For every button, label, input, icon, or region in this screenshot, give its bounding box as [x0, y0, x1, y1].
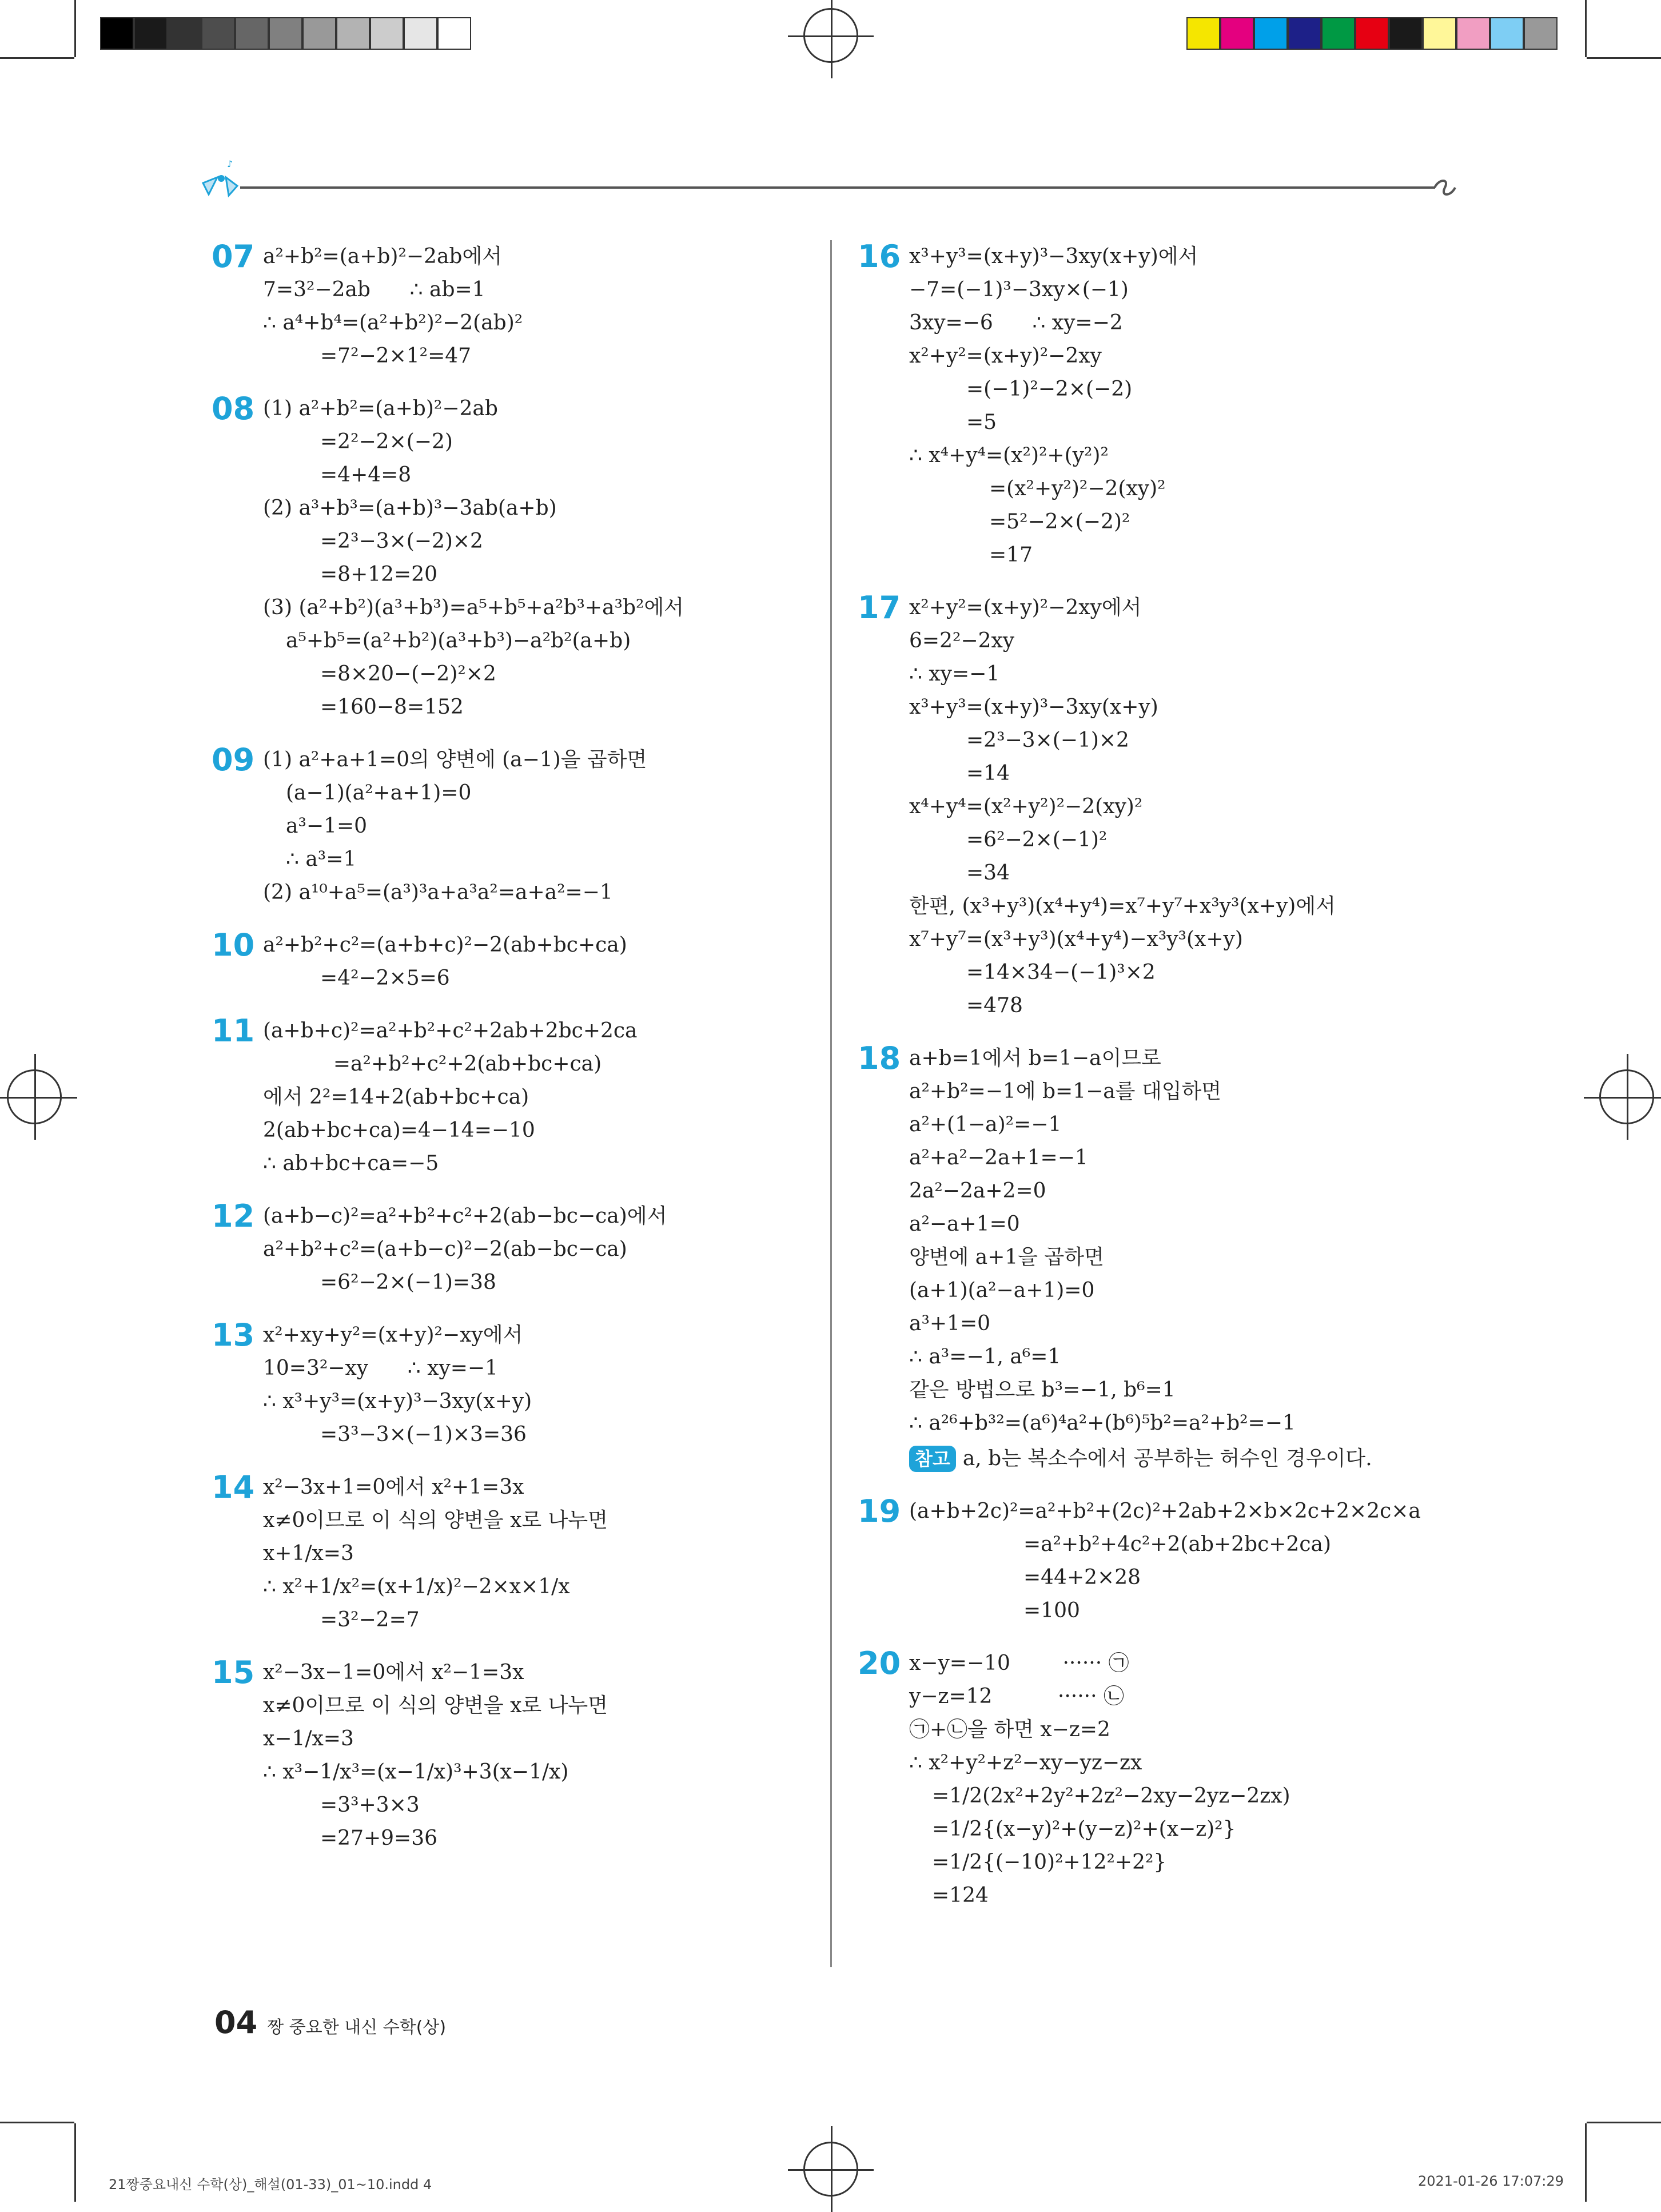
problem-solution-17: [858, 590, 1492, 1023]
registration-mark-right: [1599, 1069, 1654, 1124]
solution-line: (a−1)(a²+a+1)=0: [286, 781, 472, 805]
crop-mark: [0, 57, 74, 59]
problem-number: 19: [858, 1493, 901, 1529]
solution-line: ∴ ab+bc+ca=−5: [263, 1152, 439, 1175]
solution-line: =8×20−(−2)²×2: [320, 662, 496, 686]
note-badge: 참고: [909, 1446, 956, 1472]
registration-mark-left: [7, 1069, 62, 1124]
registration-mark-top: [803, 8, 858, 63]
solution-line: =1/2(2x²+2y²+2z²−2xy−2yz−2zx): [932, 1784, 1290, 1808]
problem-solution-20: [858, 1645, 1492, 1912]
solution-line: =100: [1023, 1599, 1080, 1622]
color-swatch: [1186, 17, 1220, 50]
color-swatch: [1288, 17, 1321, 50]
solution-line: 한편, (x³+y³)(x⁴+y⁴)=x⁷+y⁷+x³y³(x+y)에서: [909, 894, 1336, 918]
problem-solution-13: [212, 1317, 846, 1451]
solution-line: a²+a²−2a+1=−1: [909, 1146, 1088, 1169]
solution-line: ∴ x²+1/x²=(x+1/x)²−2×x×1/x: [263, 1575, 570, 1598]
color-swatch: [370, 17, 404, 50]
problem-number: 17: [858, 590, 901, 626]
color-swatch: [1254, 17, 1288, 50]
solution-line: =2³−3×(−1)×2: [966, 729, 1129, 752]
solution-line: x²+y²=(x+y)²−2xy: [909, 344, 1102, 368]
solution-line: (a+b+c)²=a²+b²+c²+2ab+2bc+2ca: [263, 1019, 638, 1043]
color-swatch: [437, 17, 471, 50]
color-swatch: [1355, 17, 1389, 50]
header-rule: [240, 186, 1435, 189]
book-title: 짱 중요한 내신 수학(상): [267, 2018, 447, 2038]
solution-line: x³+y³=(x+y)³−3xy(x+y): [909, 695, 1158, 719]
problem-solution-10: [212, 927, 846, 995]
left-solution-column: [212, 238, 846, 1875]
solution-line: =17: [989, 543, 1033, 567]
solution-line: =3²−2=7: [320, 1608, 420, 1632]
solution-line: =1/2{(x−y)²+(y−z)²+(x−z)²}: [932, 1817, 1236, 1841]
solution-line: =124: [932, 1884, 989, 1907]
solution-line: ∴ x⁴+y⁴=(x²)²+(y²)²: [909, 444, 1109, 467]
solution-line: =6²−2×(−1)=38: [320, 1271, 496, 1294]
color-swatch: [134, 17, 168, 50]
solution-line: ∴ x³+y³=(x+y)³−3xy(x+y): [263, 1390, 532, 1413]
solution-line: (3) (a²+b²)(a³+b³)=a⁵+b⁵+a²b³+a³b²에서: [263, 596, 684, 619]
solution-line: =(−1)²−2×(−2): [966, 377, 1133, 401]
solution-line: =14×34−(−1)³×2: [966, 961, 1156, 984]
crop-mark: [1587, 57, 1661, 59]
color-swatch: [302, 17, 336, 50]
solution-line: x⁷+y⁷=(x³+y³)(x⁴+y⁴)−x³y³(x+y): [909, 928, 1243, 951]
color-swatch: [1220, 17, 1254, 50]
problem-solution-15: [212, 1654, 846, 1855]
solution-line: =3³+3×3: [320, 1793, 420, 1817]
solution-line: a²+(1−a)²=−1: [909, 1113, 1062, 1136]
registration-mark-bottom: [803, 2142, 858, 2197]
color-swatch: [235, 17, 269, 50]
color-swatch: [404, 17, 437, 50]
problem-number: 18: [858, 1040, 901, 1076]
solution-line: x²+y²=(x+y)²−2xy에서: [909, 596, 1142, 619]
solution-line: a²+b²=(a+b)²−2ab에서: [263, 245, 503, 268]
solution-line: =14: [966, 762, 1010, 785]
header-bow-icon: [197, 154, 243, 200]
solution-line: =a²+b²+c²+2(ab+bc+ca): [320, 1052, 602, 1076]
solution-line: x+1/x=3: [263, 1542, 354, 1565]
solution-line: =1/2{(−10)²+12²+2²}: [932, 1851, 1167, 1874]
solution-line: a²−a+1=0: [909, 1212, 1020, 1236]
solution-line: a²+b²+c²=(a+b+c)²−2(ab+bc+ca): [263, 933, 627, 957]
solution-line: =44+2×28: [1023, 1566, 1141, 1589]
color-swatch: [1524, 17, 1558, 50]
color-swatch: [100, 17, 134, 50]
problem-solution-18: [858, 1040, 1492, 1475]
solution-line: −7=(−1)³−3xy×(−1): [909, 278, 1129, 301]
solution-line: 10=3²−xy ∴ xy=−1: [263, 1356, 498, 1380]
solution-line: =2³−3×(−2)×2: [320, 530, 483, 553]
solution-line: x≠0이므로 이 식의 양변을 x로 나누면: [263, 1509, 608, 1532]
solution-line: =4+4=8: [320, 463, 412, 487]
solution-line: =34: [966, 861, 1010, 885]
solution-line: 에서 2²=14+2(ab+bc+ca): [263, 1085, 529, 1109]
crop-mark: [1585, 2123, 1587, 2202]
problem-solution-11: [212, 1013, 846, 1180]
solution-line: (2) a¹⁰+a⁵=(a³)³a+a³a²=a+a²=−1: [263, 881, 613, 904]
solution-line: ∴ x³−1/x³=(x−1/x)³+3(x−1/x): [263, 1760, 569, 1784]
solution-line: (a+1)(a²−a+1)=0: [909, 1279, 1095, 1302]
solution-line: x²−3x−1=0에서 x²−1=3x: [263, 1661, 524, 1684]
solution-line: a³+1=0: [909, 1312, 991, 1335]
crop-mark: [74, 0, 76, 57]
color-swatch: [1423, 17, 1456, 50]
problem-solution-08: [212, 391, 846, 724]
problem-number: 10: [212, 927, 255, 963]
solution-line: 2a²−2a+2=0: [909, 1179, 1046, 1203]
problem-number: 13: [212, 1317, 255, 1353]
slug-filename: 21짱중요내신 수학(상)_해설(01-33)_01~10.indd 4: [109, 2177, 432, 2193]
solution-line: (1) a²+a+1=0의 양변에 (a−1)을 곱하면: [263, 748, 647, 771]
solution-line: ㉠+㉡을 하면 x−z=2: [909, 1718, 1110, 1741]
solution-line: =6²−2×(−1)²: [966, 828, 1108, 852]
solution-line: ∴ a³=1: [286, 848, 357, 871]
color-swatch: [1321, 17, 1355, 50]
solution-line: x²−3x+1=0에서 x²+1=3x: [263, 1475, 524, 1499]
solution-line: x−y=−10 ······ ㉠: [909, 1652, 1129, 1675]
color-swatch: [168, 17, 201, 50]
solution-line: =160−8=152: [320, 695, 464, 719]
header-ribbon-icon: [1432, 175, 1457, 200]
solution-line: x⁴+y⁴=(x²+y²)²−2(xy)²: [909, 795, 1143, 818]
color-swatch: [1456, 17, 1490, 50]
problem-solution-16: [858, 238, 1492, 572]
problem-number: 16: [858, 238, 901, 274]
solution-line: (a+b+2c)²=a²+b²+(2c)²+2ab+2×b×2c+2×2c×a: [909, 1499, 1421, 1523]
problem-number: 07: [212, 238, 255, 274]
color-swatch: [269, 17, 302, 50]
problem-number: 15: [212, 1654, 255, 1690]
solution-line: a²+b²=−1에 b=1−a를 대입하면: [909, 1080, 1222, 1103]
color-swatch: [336, 17, 370, 50]
problem-solution-07: [212, 238, 846, 373]
solution-line: (2) a³+b³=(a+b)³−3ab(a+b): [263, 496, 557, 520]
problem-number: 14: [212, 1469, 255, 1505]
solution-line: x²+xy+y²=(x+y)²−xy에서: [263, 1323, 523, 1347]
solution-line: ∴ a⁴+b⁴=(a²+b²)²−2(ab)²: [263, 311, 523, 335]
solution-line: a²+b²+c²=(a+b−c)²−2(ab−bc−ca): [263, 1238, 627, 1261]
color-swatch: [1490, 17, 1524, 50]
problem-solution-09: [212, 742, 846, 909]
solution-line: =8+12=20: [320, 563, 438, 586]
solution-line: 3xy=−6 ∴ xy=−2: [909, 311, 1123, 335]
solution-line: ∴ xy=−1: [909, 662, 1000, 686]
solution-line: ∴ a³=−1, a⁶=1: [909, 1345, 1061, 1368]
solution-line: =4²−2×5=6: [320, 966, 450, 990]
solution-line: =(x²+y²)²−2(xy)²: [989, 477, 1166, 500]
problem-solution-12: [212, 1198, 846, 1299]
problem-number: 12: [212, 1198, 255, 1234]
solution-line: =5: [966, 411, 997, 434]
crop-mark: [1585, 0, 1587, 57]
solution-line: 6=2²−2xy: [909, 629, 1015, 653]
solution-line: =a²+b²+4c²+2(ab+2bc+2ca): [1023, 1533, 1331, 1556]
page-footer: [214, 2004, 446, 2040]
svg-text:♪: ♪: [227, 158, 233, 169]
problem-solution-14: [212, 1469, 846, 1637]
problem-number: 08: [212, 391, 255, 427]
problem-number: 20: [858, 1645, 901, 1681]
solution-line: =27+9=36: [320, 1827, 438, 1850]
solution-line: ∴ x²+y²+z²−xy−yz−zx: [909, 1751, 1142, 1775]
solution-line: a+b=1에서 b=1−a이므로: [909, 1047, 1161, 1070]
solution-line: 같은 방법으로 b³=−1, b⁶=1: [909, 1378, 1176, 1402]
problem-solution-19: [858, 1493, 1492, 1628]
crop-mark: [0, 2122, 74, 2123]
solution-line: =2²−2×(−2): [320, 430, 453, 453]
problem-number: 09: [212, 742, 255, 778]
color-swatch: [201, 17, 235, 50]
page-number: 04: [214, 2004, 258, 2040]
solution-line: ∴ a²⁶+b³²=(a⁶)⁴a²+(b⁶)⁵b²=a²+b²=−1: [909, 1411, 1296, 1435]
solution-line: a³−1=0: [286, 814, 368, 838]
note-text: a, b는 복소수에서 공부하는 허수인 경우이다.: [962, 1447, 1372, 1470]
slug-timestamp: 2021-01-26 17:07:29: [1418, 2173, 1564, 2189]
solution-line: 7=3²−2ab ∴ ab=1: [263, 278, 485, 301]
solution-line: (1) a²+b²=(a+b)²−2ab: [263, 397, 498, 420]
color-swatch: [1389, 17, 1423, 50]
solution-line: x³+y³=(x+y)³−3xy(x+y)에서: [909, 245, 1198, 268]
solution-line: (a+b−c)²=a²+b²+c²+2(ab−bc−ca)에서: [263, 1204, 667, 1228]
solution-line: =478: [966, 994, 1023, 1017]
solution-line: =7²−2×1²=47: [320, 344, 472, 368]
solution-line: =5²−2×(−2)²: [989, 510, 1130, 534]
right-solution-column: [858, 238, 1492, 1932]
solution-line: 양변에 a+1을 곱하면: [909, 1246, 1104, 1269]
solution-line: x−1/x=3: [263, 1727, 354, 1750]
reference-note: [909, 1442, 1492, 1475]
solution-line: y−z=12 ······ ㉡: [909, 1685, 1124, 1708]
solution-line: x≠0이므로 이 식의 양변을 x로 나누면: [263, 1694, 608, 1717]
solution-line: =3³−3×(−1)×3=36: [320, 1423, 527, 1446]
crop-mark: [74, 2123, 76, 2202]
problem-number: 11: [212, 1013, 255, 1049]
solution-line: a⁵+b⁵=(a²+b²)(a³+b³)−a²b²(a+b): [286, 629, 631, 653]
crop-mark: [1587, 2122, 1661, 2123]
solution-line: 2(ab+bc+ca)=4−14=−10: [263, 1119, 535, 1142]
